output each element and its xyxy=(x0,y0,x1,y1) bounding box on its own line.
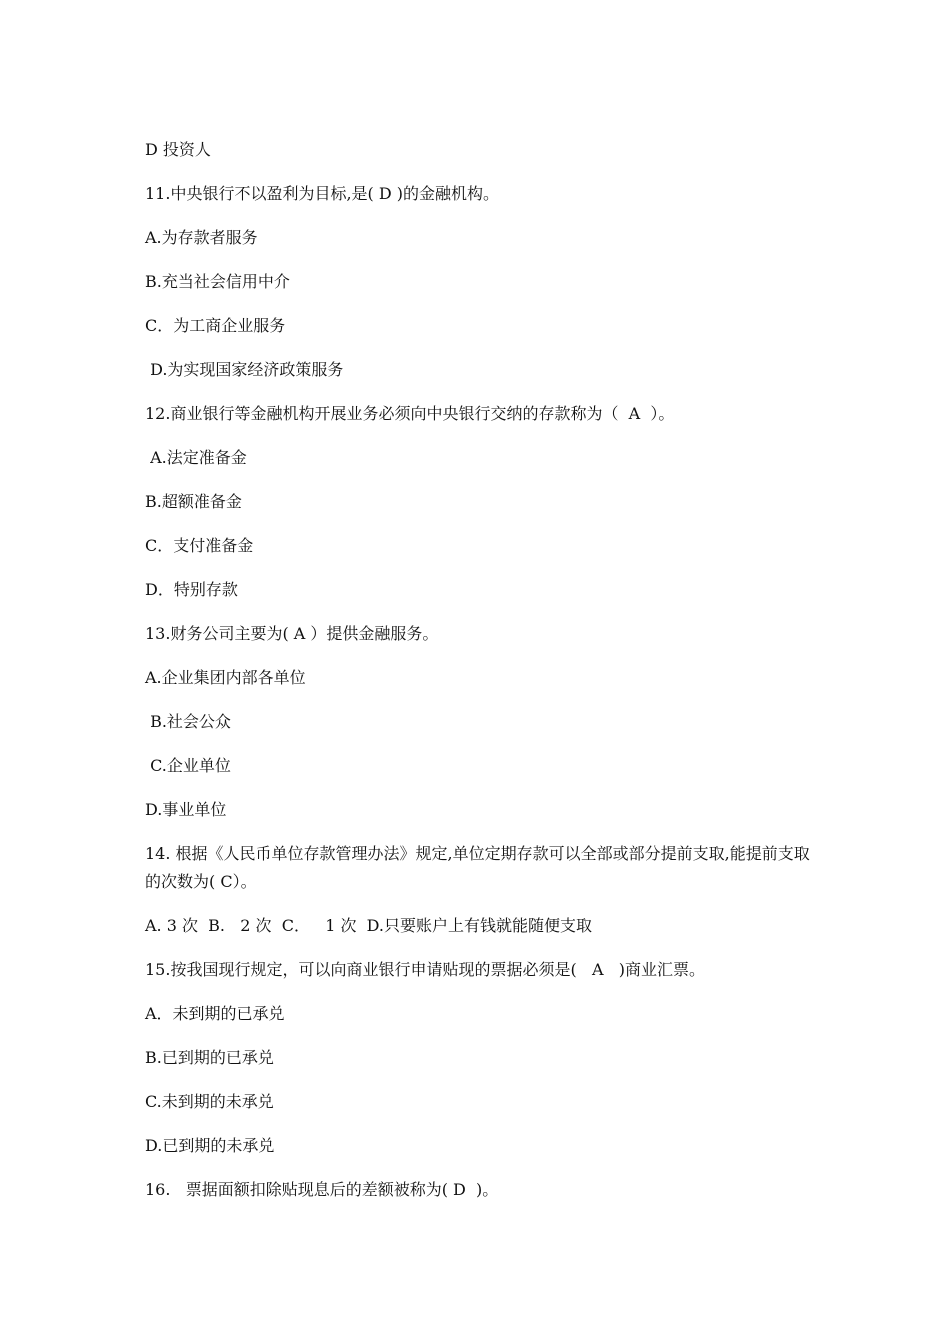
answer-option: C.未到期的未承兑 xyxy=(145,1092,274,1111)
answer-option: A.企业集团内部各单位 xyxy=(145,668,306,687)
answer-option: B.充当社会信用中介 xyxy=(145,272,290,291)
question-16: 16. 票据面额扣除贴现息后的差额被称为( D )。 xyxy=(145,1180,499,1199)
question-13: 13.财务公司主要为( A ）提供金融服务。 xyxy=(145,624,439,643)
answer-option: C.企业单位 xyxy=(145,756,231,775)
answer-option: A.法定准备金 xyxy=(145,448,247,467)
answer-option: B.社会公众 xyxy=(145,712,231,731)
document-body xyxy=(145,128,815,1212)
answer-option: D 投资人 xyxy=(145,140,211,159)
answer-option: D.事业单位 xyxy=(145,800,227,819)
question-15: 15.按我国现行规定，可以向商业银行申请贴现的票据必须是( A )商业汇票。 xyxy=(145,960,706,979)
answer-options-row: A. 3 次 B. 2 次 C． 1 次 D.只要账户上有钱就能随便支取 xyxy=(145,916,592,935)
question-12: 12.商业银行等金融机构开展业务必须向中央银行交纳的存款称为（ A ）。 xyxy=(145,404,675,423)
answer-option: C．为工商企业服务 xyxy=(145,316,286,335)
answer-option: A.为存款者服务 xyxy=(145,228,258,247)
answer-option: D.已到期的未承兑 xyxy=(145,1136,275,1155)
answer-option: C．支付准备金 xyxy=(145,536,254,555)
answer-option: B.已到期的已承兑 xyxy=(145,1048,274,1067)
answer-option: A．未到期的已承兑 xyxy=(145,1004,285,1023)
answer-option: D.为实现国家经济政策服务 xyxy=(145,360,344,379)
question-14: 14. 根据《人民币单位存款管理办法》规定,单位定期存款可以全部或部分提前支取,能提前支取的次数为( C）。 xyxy=(145,844,810,891)
answer-option: B.超额准备金 xyxy=(145,492,242,511)
question-11: 11.中央银行不以盈利为目标,是( D )的金融机构。 xyxy=(145,184,500,203)
answer-option: D．特别存款 xyxy=(145,580,238,599)
